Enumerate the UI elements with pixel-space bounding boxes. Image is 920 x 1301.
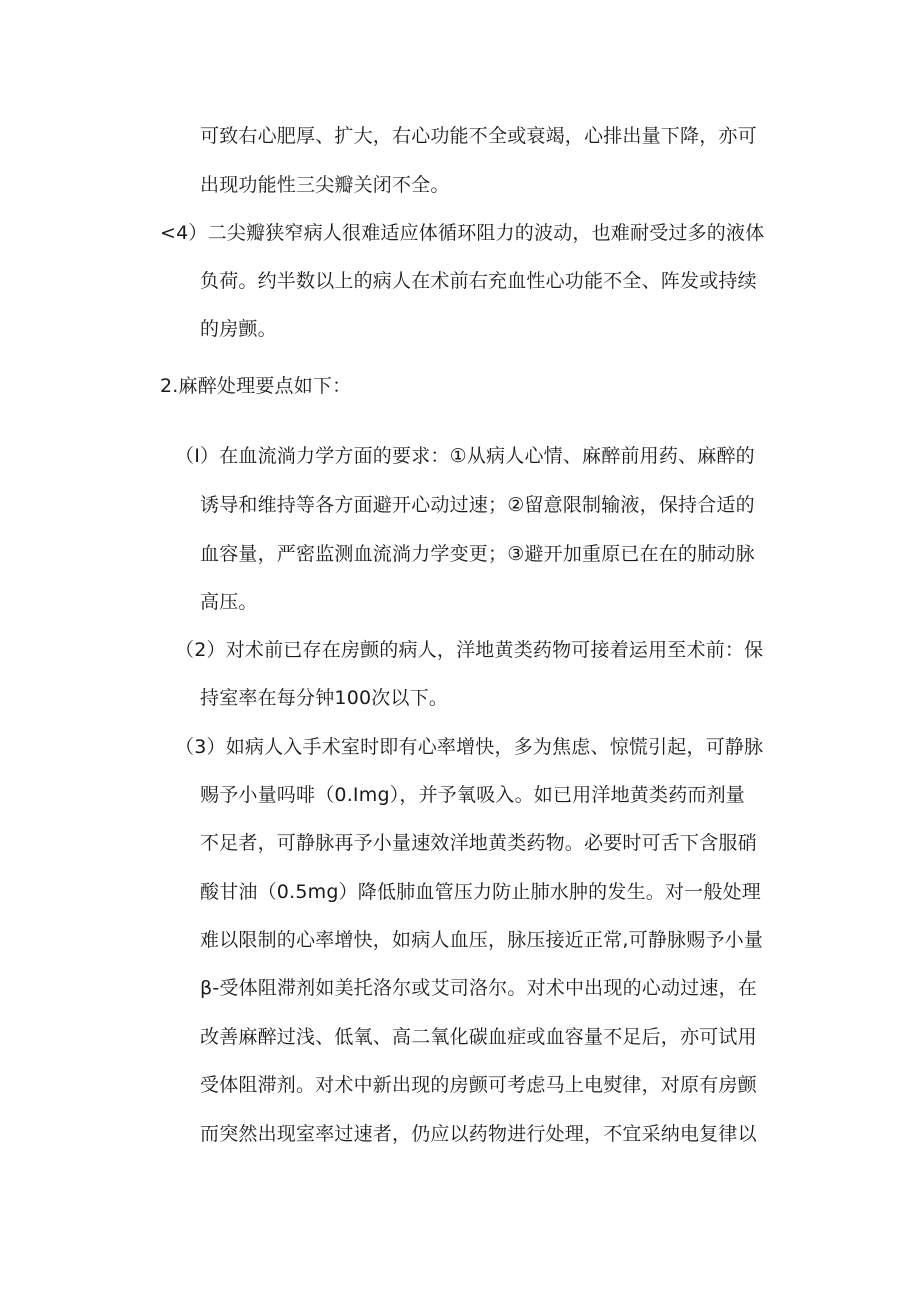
text-line: （2）对术前已存在房颤的病人，洋地黄类药物可接着运用至术前：保 (175, 639, 764, 661)
text-line: β-受体阻滞剂如美托洛尔或艾司洛尔。对术中出现的心动过速，在 (200, 977, 757, 999)
text-line: 酸甘油（0.5mg）降低肺血管压力防止肺水肿的发生。对一般处理 (200, 881, 761, 903)
text-line: 血容量，严密监测血流淌力学变更；③避开加重原已在在的肺动脉 (200, 543, 755, 565)
text-line: 的房颤。 (200, 318, 277, 340)
text-line: 不足者，可静脉再予小量速效洋地黄类药物。必要时可舌下含服硝 (200, 832, 757, 854)
text-line: 负荷。约半数以上的病人在术前右充血性心功能不全、阵发或持续 (200, 270, 757, 292)
text-line: （3）如病人入手术室时即有心率增快，多为焦虑、惊慌引起，可静脉 (175, 736, 764, 758)
text-line: 赐予小量吗啡（0.Img），并予氧吸入。如已用洋地黄类药而剂量 (200, 784, 746, 806)
text-line: 可致右心肥厚、扩大，右心功能不全或衰竭，心排出量下降，亦可 (200, 125, 757, 147)
text-line: <4）二尖瓣狭窄病人很难适应体循环阻力的波动，也难耐受过多的液体 (160, 222, 765, 244)
text-line: 而突然出现室率过速者，仍应以药物进行处理，不宜采纳电复律以 (200, 1123, 757, 1145)
section-heading: 2.麻醉处理要点如下： (160, 375, 352, 397)
text-line: 持室率在每分钟100次以下。 (200, 687, 449, 709)
text-line: 难以限制的心率增快，如病人血压，脉压接近正常,可静脉赐予小量 (200, 929, 764, 951)
text-line: 出现功能性三尖瓣关闭不全。 (200, 174, 450, 196)
text-line: （I）在血流淌力学方面的要求：①从病人心情、麻醉前用药、麻醉的 (175, 445, 755, 467)
text-line: 诱导和维持等各方面避开心动过速；②留意限制输液，保持合适的 (200, 494, 755, 516)
text-line: 受体阻滞剂。对术中新出现的房颤可考虑马上电熨律，对原有房颤 (200, 1074, 757, 1096)
text-line: 改善麻醉过浅、低氧、高二氧化碳血症或血容量不足后，亦可试用 (200, 1026, 757, 1048)
text-line: 高压。 (200, 591, 258, 613)
